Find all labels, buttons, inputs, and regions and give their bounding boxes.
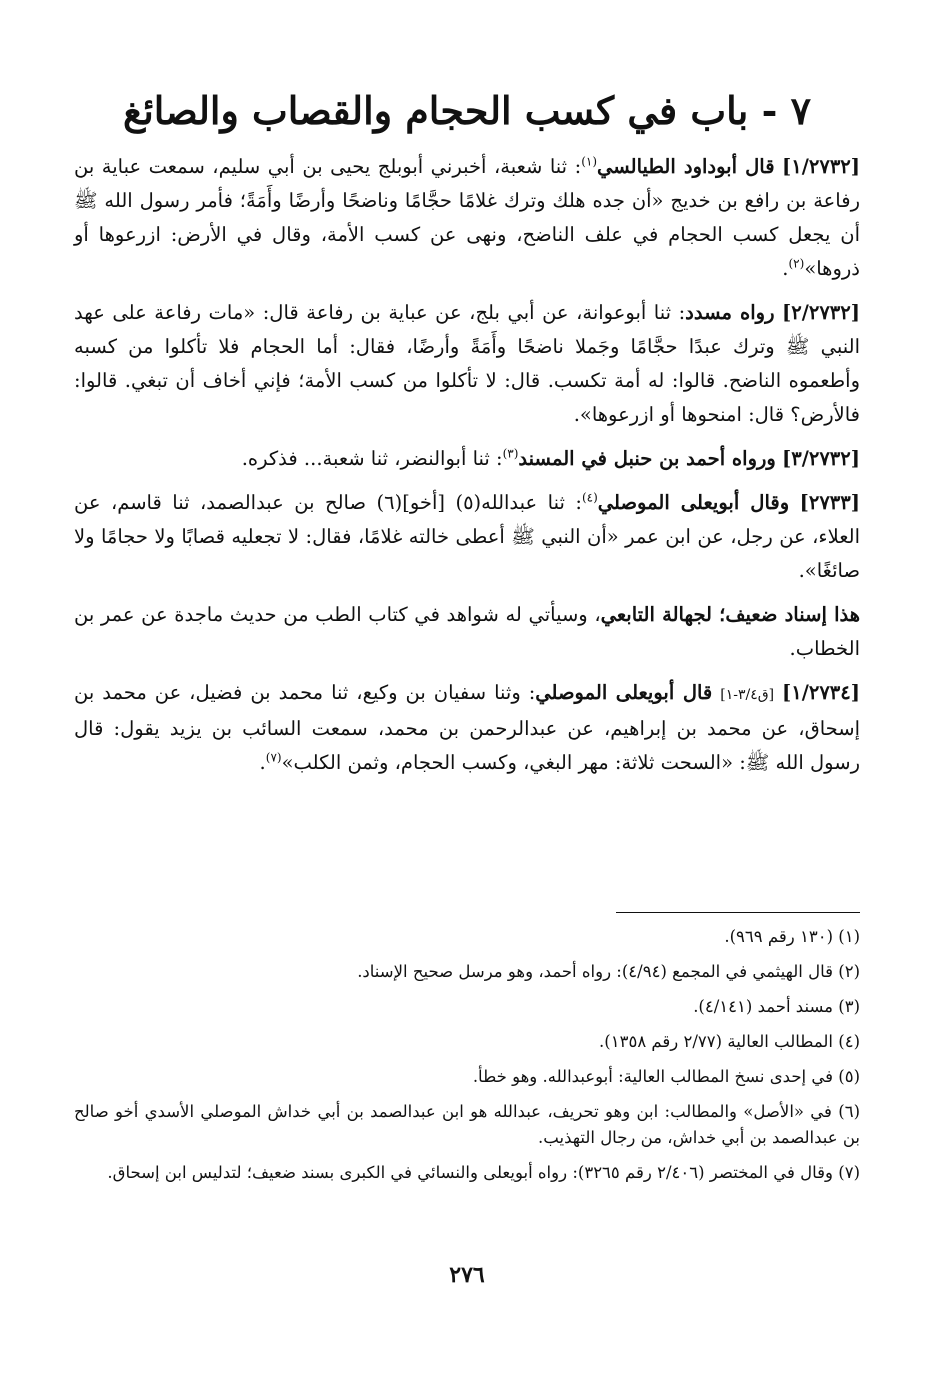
entry-text: : ثنا شعبة، أخبرني أبوبلج يحيى بن أبي سليم، سمعت عباية بن رفاعة بن رافع بن خديج «أن جده هلك وترك غلامًا حجَّامًا وناضحًا وأرضًا وأَمَةً؛ فأمر رسول الله ﷺ أن يجعل كسب الحجام في علف الناضح، ونهى عن كسب الأمة، وقال في الأرض: ازرعوها أو ذروها»	[74, 155, 860, 280]
entry-lead: ورواه أحمد بن حنبل في المسند	[518, 447, 776, 470]
footnote: (٧) وقال في المختصر (٢/٤٠٦ رقم ٣٢٦٥): رواه أبويعلى والنسائي في الكبرى بسند ضعيف؛ لتدليس ابن إسحاق.	[107, 1163, 860, 1182]
footnote-marker: (٤)	[581, 490, 598, 505]
hadith-entry	[74, 676, 860, 780]
entry-reference: [١/٢٧٣٢]	[782, 155, 861, 178]
footnote-marker: (٧)	[265, 750, 282, 765]
footnote: (٣) مسند أحمد (٤/١٤١).	[693, 997, 860, 1016]
entry-text: : وثنا سفيان بن وكيع، ثنا محمد بن فضيل، عن محمد بن إسحاق، عن محمد بن إبراهيم، عن عبدالرحمن بن محمد، سمعت السائب بن يزيد يقول: قال رسول الله ﷺ: «السحت ثلاثة: مهر البغي، وكسب الحجام، وثمن الكلب»	[74, 681, 860, 774]
hadith-entry	[74, 486, 860, 588]
entry-end: .	[782, 257, 789, 280]
chapter-title: ٧ - باب في كسب الحجام والقصاب والصائغ	[122, 88, 811, 133]
footnotes	[74, 924, 860, 1195]
entry-end: .	[259, 751, 266, 774]
entry-reference: [٣/٢٧٣٢]	[782, 447, 860, 470]
footnote: (٤) المطالب العالية (٢/٧٧ رقم ١٣٥٨).	[599, 1032, 860, 1051]
entry-lead: رواه مسدد	[685, 301, 775, 324]
grading-text: ، وسيأتي له شواهد في كتاب الطب من حديث ماجدة عن عمر بن الخطاب.	[74, 603, 860, 660]
footnote-marker: (٣)	[502, 446, 519, 461]
entry-lead: وقال أبويعلى الموصلي	[597, 491, 790, 514]
footnote: (٥) في إحدى نسخ المطالب العالية: أبوعبدالله. وهو خطأ.	[472, 1067, 860, 1086]
entry-lead: قال أبويعلى الموصلي	[535, 681, 713, 704]
entry-reference: [٢٧٣٣]	[799, 491, 860, 514]
page-number: ٢٧٦	[449, 1262, 485, 1288]
hadith-entry	[74, 442, 860, 476]
hadith-entry	[74, 150, 860, 286]
footnote: (٦) في «الأصل» والمطالب: ابن وهو تحريف، عبدالله هو ابن عبدالصمد بن أبي خداش الموصلي الأسدي أخو صالح بن عبدالصمد بن أبي خداش، من رجال التهذيب.	[74, 1102, 860, 1147]
main-text	[74, 150, 860, 790]
footnote: (٢) قال الهيثمي في المجمع (٤/٩٤): رواه أحمد، وهو مرسل صحيح الإسناد.	[357, 962, 860, 981]
footnote-marker: (٢)	[788, 256, 805, 271]
entry-reference: [٢/٢٧٣٢]	[782, 301, 860, 324]
entry-text: : ثنا عبدالله(٥) [أخو](٦) صالح بن عبدالصمد، ثنا قاسم، عن العلاء، عن رجل، عن ابن عمر «أن النبي ﷺ أعطى خالته غلامًا، فقال: لا تجعليه قصابًا ولا حجامًا ولا صائغًا».	[74, 491, 860, 582]
footnote: (١) (١٣٠ رقم ٩٦٩).	[724, 927, 860, 946]
entry-text: : ثنا أبوعوانة، عن أبي بلج، عن عباية بن رفاعة قال: «مات رفاعة على عهد النبي ﷺ وترك عبدًا حجَّامًا وجَملا ناضحًا وأَمَةً وأرضًا، فقال: أما الحجام فلا تأكلوا من كسبه وأطعموه الناضح. قالوا: له أمة تكسب. قال: لا تأكلوا من كسب الأمة؛ فإني أخاف أن تبغي. قالوا: فالأرض؟ قال: امنحوها أو ازرعوها».	[74, 301, 860, 426]
footnote-divider	[616, 912, 860, 913]
footnote-marker: (١)	[581, 154, 598, 169]
entry-text: : ثنا أبوالنضر، ثنا شعبة... فذكره.	[241, 447, 503, 470]
hadith-entry	[74, 296, 860, 432]
manuscript-reference: [ق٣/٤-١]	[720, 687, 775, 703]
entry-reference: [١/٢٧٣٤]	[782, 681, 860, 704]
grading-lead: هذا إسناد ضعيف؛ لجهالة التابعي	[600, 603, 861, 626]
grading-note	[74, 598, 860, 666]
entry-lead: قال أبوداود الطيالسي	[597, 155, 775, 178]
